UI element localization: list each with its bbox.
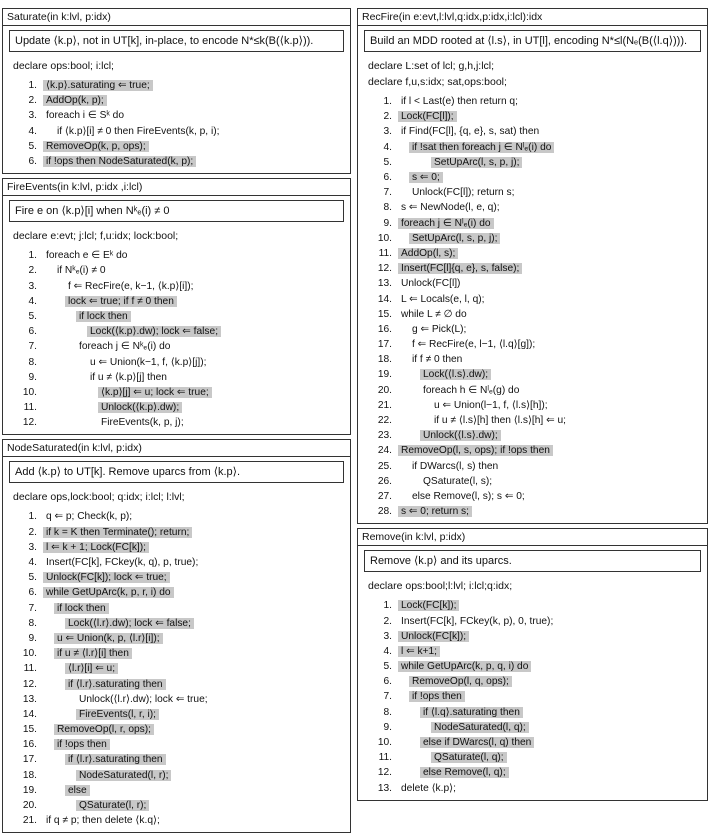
code-text: q ⇐ p; Check(k, p); — [46, 511, 133, 523]
code-text: s ⇐ 0; — [409, 172, 443, 183]
line-number: 21. — [377, 399, 392, 411]
code-line — [3, 752, 350, 767]
code-line — [358, 489, 707, 504]
code-text: FireEvents(k, p, j); — [101, 417, 184, 429]
code-line — [358, 307, 707, 322]
code-text: u ⇐ Union(k, p, ⟨l.r⟩[i]); — [54, 633, 163, 644]
code-line — [358, 644, 707, 659]
line-number: 7. — [383, 691, 392, 703]
remove-box — [357, 528, 708, 800]
code-text: if !ops then — [54, 739, 110, 750]
code-line — [358, 185, 707, 200]
code-text: Unlock(FC[l]) — [401, 278, 461, 290]
code-text: if ⟨l.r⟩.saturating then — [65, 679, 166, 690]
declarations — [3, 489, 350, 505]
code-line — [3, 339, 350, 354]
code-line — [358, 474, 707, 489]
code-text: ⟨k.p⟩.saturating ⇐ true; — [43, 80, 153, 91]
code-line — [3, 616, 350, 631]
code-text: if Find(FC[l], {q, e}, s, sat) then — [401, 126, 540, 138]
code-line — [358, 765, 707, 780]
code-text: Insert(FC[l]{q, e}, s, false); — [398, 263, 522, 274]
line-number: 18. — [377, 354, 392, 366]
code-text: l ⇐ k + 1; Lock(FC[k]); — [43, 542, 149, 553]
code-line — [3, 309, 350, 324]
code-text: while L ≠ ∅ do — [401, 308, 467, 320]
code-text: if f ≠ 0 then — [412, 354, 463, 366]
declarations — [3, 228, 350, 244]
code-line — [3, 601, 350, 616]
code-text: Lock(⟨l.r⟩.dw); lock ⇐ false; — [65, 618, 194, 629]
code-text: AddOp(l, s); — [398, 248, 458, 259]
code-text: l ⇐ k+1; — [398, 646, 440, 657]
code-line — [3, 248, 350, 263]
procedure-description: Add ⟨k.p⟩ to UT[k]. Remove uparcs from ⟨k.p⟩. — [9, 461, 344, 483]
line-number: 18. — [22, 769, 37, 781]
line-number: 17. — [22, 754, 37, 766]
code-text: Lock(⟨k.p⟩.dw); lock ⇐ false; — [87, 326, 221, 337]
declaration-line: declare L:set of lcl; g,h,j:lcl; — [368, 60, 495, 72]
declarations — [358, 58, 707, 90]
line-number: 5. — [28, 310, 37, 322]
code-line — [3, 631, 350, 646]
code-line — [358, 170, 707, 185]
code-line — [3, 707, 350, 722]
line-number: 10. — [377, 737, 392, 749]
line-number: 3. — [28, 541, 37, 553]
line-number: 4. — [383, 141, 392, 153]
line-number: 12. — [377, 767, 392, 779]
code-text: if ⟨k.p⟩[i] ≠ 0 then FireEvents(k, p, i); — [57, 125, 220, 137]
line-number: 1. — [28, 250, 37, 262]
line-number: 11. — [378, 752, 392, 764]
code-text: QSaturate(l, s); — [423, 475, 493, 487]
code-line — [358, 109, 707, 124]
code-line — [3, 78, 350, 93]
code-line — [358, 291, 707, 306]
code-line — [3, 108, 350, 123]
code-text: foreach j ∈ Nˡₑ(i) do — [398, 218, 494, 229]
line-number: 9. — [28, 371, 37, 383]
code-line — [358, 413, 707, 428]
code-text: FireEvents(l, r, i); — [76, 709, 159, 720]
code-text: else Remove(l, q); — [420, 767, 509, 778]
line-number: 1. — [383, 600, 392, 612]
code-line — [358, 428, 707, 443]
code-line — [3, 525, 350, 540]
line-number: 3. — [28, 280, 37, 292]
code-line — [358, 459, 707, 474]
code-line — [3, 737, 350, 752]
code-line — [358, 705, 707, 720]
code-line — [3, 570, 350, 585]
line-number: 6. — [28, 156, 37, 168]
line-number: 17. — [377, 339, 392, 351]
code-line — [358, 629, 707, 644]
code-line — [3, 354, 350, 369]
code-line — [3, 768, 350, 783]
code-line — [358, 781, 707, 796]
code-text: RemoveOp(l, s, ops); if !ops then — [398, 445, 553, 456]
code-text: foreach i ∈ Sᵏ do — [46, 110, 125, 122]
line-number: 12. — [22, 678, 37, 690]
procedure-title: RecFire(in e:evt,l:lvl,q:idx,p:idx,i:lcl):idx — [358, 9, 707, 26]
code-text: while GetUpArc(k, p, q, i) do — [398, 661, 531, 672]
code-line — [358, 367, 707, 382]
line-number: 11. — [23, 402, 37, 414]
code-line — [3, 813, 350, 828]
declaration-line: declare ops,lock:bool; q:idx; i:lcl; l:lvl; — [13, 491, 185, 504]
code-line — [3, 263, 350, 278]
code-text: if u ≠ ⟨l.s⟩[h] then ⟨l.s⟩[h] ⇐ u; — [434, 415, 566, 427]
code-text: Lock(FC[l]); — [398, 111, 457, 122]
declaration-line: declare ops:bool;l:lvl; i:lcl;q:idx; — [368, 580, 513, 593]
code-text: AddOp(k, p); — [43, 95, 107, 106]
line-number: 4. — [383, 645, 392, 657]
line-number: 14. — [22, 708, 37, 720]
code-line — [3, 646, 350, 661]
line-number: 7. — [28, 341, 37, 353]
code-text: NodeSaturated(l, r); — [76, 770, 171, 781]
code-text: Unlock(FC[k]); lock ⇐ true; — [43, 572, 170, 583]
code-text: if !sat then foreach j ∈ Nˡₑ(i) do — [409, 142, 554, 153]
line-number: 12. — [22, 417, 37, 429]
procedure-description: Build an MDD rooted at ⟨l.s⟩, in UT[l], encoding N*≤l(Nₑ(B(⟨l.q⟩))). — [364, 30, 701, 52]
procedure-description: Remove ⟨k.p⟩ and its uparcs. — [364, 550, 701, 572]
code-line — [3, 585, 350, 600]
code-line — [3, 294, 350, 309]
code-line — [358, 246, 707, 261]
code-text: foreach j ∈ Nᵏₑ(i) do — [79, 341, 171, 353]
code-lines — [358, 598, 707, 795]
line-number: 11. — [378, 247, 392, 259]
code-text: if !ops then NodeSaturated(k, p); — [43, 156, 196, 167]
code-line — [358, 750, 707, 765]
code-text: u ⇐ Union(k−1, f, ⟨k.p⟩[j]); — [90, 356, 207, 368]
line-number: 26. — [377, 475, 392, 487]
line-number: 5. — [28, 140, 37, 152]
procedure-title: Saturate(in k:lvl, p:idx) — [3, 9, 350, 26]
code-text: g ⇐ Pick(L); — [412, 323, 467, 335]
line-number: 4. — [28, 557, 37, 569]
code-text: while GetUpArc(k, p, r, i) do — [43, 587, 174, 598]
code-line — [3, 676, 350, 691]
line-number: 6. — [28, 587, 37, 599]
code-line — [3, 370, 350, 385]
code-text: u ⇐ Union(l−1, f, ⟨l.s⟩[h]); — [434, 399, 548, 411]
nodesaturated-box — [2, 439, 351, 833]
line-number: 12. — [377, 263, 392, 275]
code-text: QSaturate(l, r); — [76, 800, 149, 811]
line-number: 3. — [383, 630, 392, 642]
line-number: 25. — [377, 460, 392, 472]
code-text: if Nᵏₑ(i) ≠ 0 — [57, 265, 106, 277]
code-text: if lock then — [76, 311, 131, 322]
code-text: lock ⇐ true; if f ≠ 0 then — [65, 296, 177, 307]
code-line — [358, 674, 707, 689]
line-number: 22. — [377, 415, 392, 427]
line-number: 24. — [377, 445, 392, 457]
code-line — [3, 385, 350, 400]
code-text: if l < Last(e) then return q; — [401, 96, 518, 108]
code-line — [3, 93, 350, 108]
line-number: 7. — [383, 187, 392, 199]
code-text: if u ≠ ⟨l.r⟩[i] then — [54, 648, 132, 659]
line-number: 9. — [28, 632, 37, 644]
recfire-box — [357, 8, 708, 524]
procedure-description: Fire e on ⟨k.p⟩[i] when Nᵏₑ(i) ≠ 0 — [9, 200, 344, 222]
line-number: 2. — [28, 526, 37, 538]
code-text: Unlock(⟨k.p⟩.dw); — [98, 402, 182, 413]
code-text: Unlock(FC[k]); — [398, 631, 469, 642]
code-text: foreach h ∈ Nˡₑ(g) do — [423, 384, 520, 396]
declaration-line: declare e:evt; j:lcl; f,u:idx; lock:bool; — [13, 230, 179, 243]
line-number: 27. — [377, 490, 392, 502]
code-text: RemoveOp(l, q, ops); — [409, 676, 512, 687]
line-number: 8. — [28, 356, 37, 368]
line-number: 5. — [383, 156, 392, 168]
code-line — [3, 783, 350, 798]
code-text: f ⇐ RecFire(e, k−1, ⟨k.p⟩[i]); — [68, 280, 194, 292]
code-lines — [3, 248, 350, 430]
code-text: Unlock(⟨l.s⟩.dw); — [420, 430, 501, 441]
line-number: 3. — [383, 126, 392, 138]
code-text: else if DWarcs(l, q) then — [420, 737, 534, 748]
code-text: Insert(FC[k], FCkey(k, q), p, true); — [46, 557, 199, 569]
line-number: 15. — [22, 724, 37, 736]
line-number: 16. — [377, 323, 392, 335]
code-text: if u ≠ ⟨k.p⟩[j] then — [90, 371, 167, 383]
line-number: 10. — [22, 386, 37, 398]
code-text: RemoveOp(l, r, ops); — [54, 724, 154, 735]
procedure-title: FireEvents(in k:lvl, p:idx ,i:lcl) — [3, 179, 350, 196]
line-number: 15. — [377, 308, 392, 320]
line-number: 9. — [383, 217, 392, 229]
line-number: 8. — [28, 617, 37, 629]
line-number: 5. — [383, 661, 392, 673]
code-line — [3, 798, 350, 813]
code-text: else — [65, 785, 90, 796]
procedure-description: Update ⟨k.p⟩, not in UT[k], in-place, to encode N*≤k(B(⟨k.p⟩)). — [9, 30, 344, 52]
code-line — [3, 124, 350, 139]
code-line — [358, 443, 707, 458]
line-number: 1. — [28, 80, 37, 92]
line-number: 1. — [28, 511, 37, 523]
line-number: 8. — [383, 706, 392, 718]
code-text: f ⇐ RecFire(e, l−1, ⟨l.q⟩[g]); — [412, 339, 536, 351]
code-line — [358, 659, 707, 674]
code-line — [358, 720, 707, 735]
line-number: 2. — [383, 615, 392, 627]
code-line — [358, 598, 707, 613]
code-text: QSaturate(l, q); — [431, 752, 507, 763]
line-number: 2. — [383, 111, 392, 123]
line-number: 8. — [383, 202, 392, 214]
code-line — [358, 352, 707, 367]
fireevents-box — [2, 178, 351, 435]
line-number: 3. — [28, 110, 37, 122]
line-number: 19. — [377, 369, 392, 381]
line-number: 1. — [383, 96, 392, 108]
code-line — [3, 692, 350, 707]
code-text: Lock(⟨l.s⟩.dw); — [420, 369, 491, 380]
code-line — [3, 415, 350, 430]
code-text: ⟨l.r⟩[i] ⇐ u; — [65, 663, 118, 674]
code-text: Unlock(FC[l]); return s; — [412, 187, 515, 199]
procedure-title: NodeSaturated(in k:lvl, p:idx) — [3, 440, 350, 457]
code-line — [358, 735, 707, 750]
code-line — [3, 279, 350, 294]
code-text: SetUpArc(l, s, p, j); — [409, 233, 500, 244]
code-line — [358, 261, 707, 276]
line-number: 6. — [383, 172, 392, 184]
code-lines — [358, 94, 707, 519]
code-line — [358, 140, 707, 155]
line-number: 4. — [28, 125, 37, 137]
code-lines — [3, 509, 350, 828]
code-text: if q ≠ p; then delete ⟨k.q⟩; — [46, 815, 160, 827]
code-line — [358, 383, 707, 398]
line-number: 16. — [22, 739, 37, 751]
code-line — [3, 722, 350, 737]
code-line — [3, 509, 350, 524]
declarations — [358, 578, 707, 594]
code-line — [358, 124, 707, 139]
line-number: 23. — [377, 430, 392, 442]
code-text: if k = K then Terminate(); return; — [43, 527, 192, 538]
line-number: 6. — [383, 676, 392, 688]
declarations — [3, 58, 350, 74]
code-line — [3, 324, 350, 339]
code-line — [358, 504, 707, 519]
code-text: if !ops then — [409, 691, 465, 702]
code-line — [3, 400, 350, 415]
code-line — [358, 689, 707, 704]
line-number: 13. — [377, 782, 392, 794]
code-line — [358, 231, 707, 246]
line-number: 13. — [22, 693, 37, 705]
line-number: 11. — [23, 663, 37, 675]
code-text: L ⇐ Locals(e, l, q); — [401, 293, 485, 305]
code-lines — [3, 78, 350, 169]
saturate-box — [2, 8, 351, 174]
code-text: Unlock(⟨l.r⟩.dw); lock ⇐ true; — [79, 693, 208, 705]
code-line — [358, 613, 707, 628]
line-number: 14. — [377, 293, 392, 305]
line-number: 28. — [377, 506, 392, 518]
code-text: else Remove(l, s); s ⇐ 0; — [412, 490, 525, 502]
line-number: 7. — [28, 602, 37, 614]
code-text: ⟨k.p⟩[j] ⇐ u; lock ⇐ true; — [98, 387, 212, 398]
code-line — [358, 216, 707, 231]
code-line — [358, 94, 707, 109]
code-text: s ⇐ NewNode(l, e, q); — [401, 202, 500, 214]
code-line — [358, 337, 707, 352]
declaration-line: declare f,u,s:idx; sat,ops:bool; — [368, 76, 507, 88]
line-number: 5. — [28, 572, 37, 584]
code-line — [358, 155, 707, 170]
line-number: 10. — [377, 232, 392, 244]
line-number: 6. — [28, 326, 37, 338]
declaration-line: declare ops:bool; i:lcl; — [13, 60, 114, 72]
code-text: if ⟨l.r⟩.saturating then — [65, 754, 166, 765]
code-text: if ⟨l.q⟩.saturating then — [420, 707, 523, 718]
code-text: s ⇐ 0; return s; — [398, 506, 472, 517]
code-text: NodeSaturated(l, q); — [431, 722, 529, 733]
code-line — [3, 139, 350, 154]
line-number: 9. — [383, 721, 392, 733]
line-number: 2. — [28, 265, 37, 277]
code-text: RemoveOp(k, p, ops); — [43, 141, 149, 152]
code-text: Lock(FC[k]); — [398, 600, 459, 611]
right-column — [357, 8, 708, 801]
code-line — [358, 322, 707, 337]
line-number: 20. — [377, 384, 392, 396]
code-line — [358, 276, 707, 291]
code-text: delete ⟨k.p⟩; — [401, 782, 456, 794]
line-number: 10. — [22, 648, 37, 660]
left-column — [2, 8, 351, 833]
code-text: foreach e ∈ Eᵏ do — [46, 250, 128, 262]
line-number: 13. — [377, 278, 392, 290]
code-text: if lock then — [54, 603, 109, 614]
code-text: Insert(FC[k], FCkey(k, p), 0, true); — [401, 615, 554, 627]
code-line — [3, 661, 350, 676]
code-line — [358, 200, 707, 215]
code-text: if DWarcs(l, s) then — [412, 460, 499, 472]
code-line — [358, 398, 707, 413]
line-number: 21. — [22, 815, 37, 827]
code-line — [3, 540, 350, 555]
line-number: 20. — [22, 800, 37, 812]
code-line — [3, 154, 350, 169]
line-number: 4. — [28, 295, 37, 307]
procedure-title: Remove(in k:lvl, p:idx) — [358, 529, 707, 546]
line-number: 2. — [28, 95, 37, 107]
code-text: SetUpArc(l, s, p, j); — [431, 157, 522, 168]
code-line — [3, 555, 350, 570]
line-number: 19. — [22, 784, 37, 796]
